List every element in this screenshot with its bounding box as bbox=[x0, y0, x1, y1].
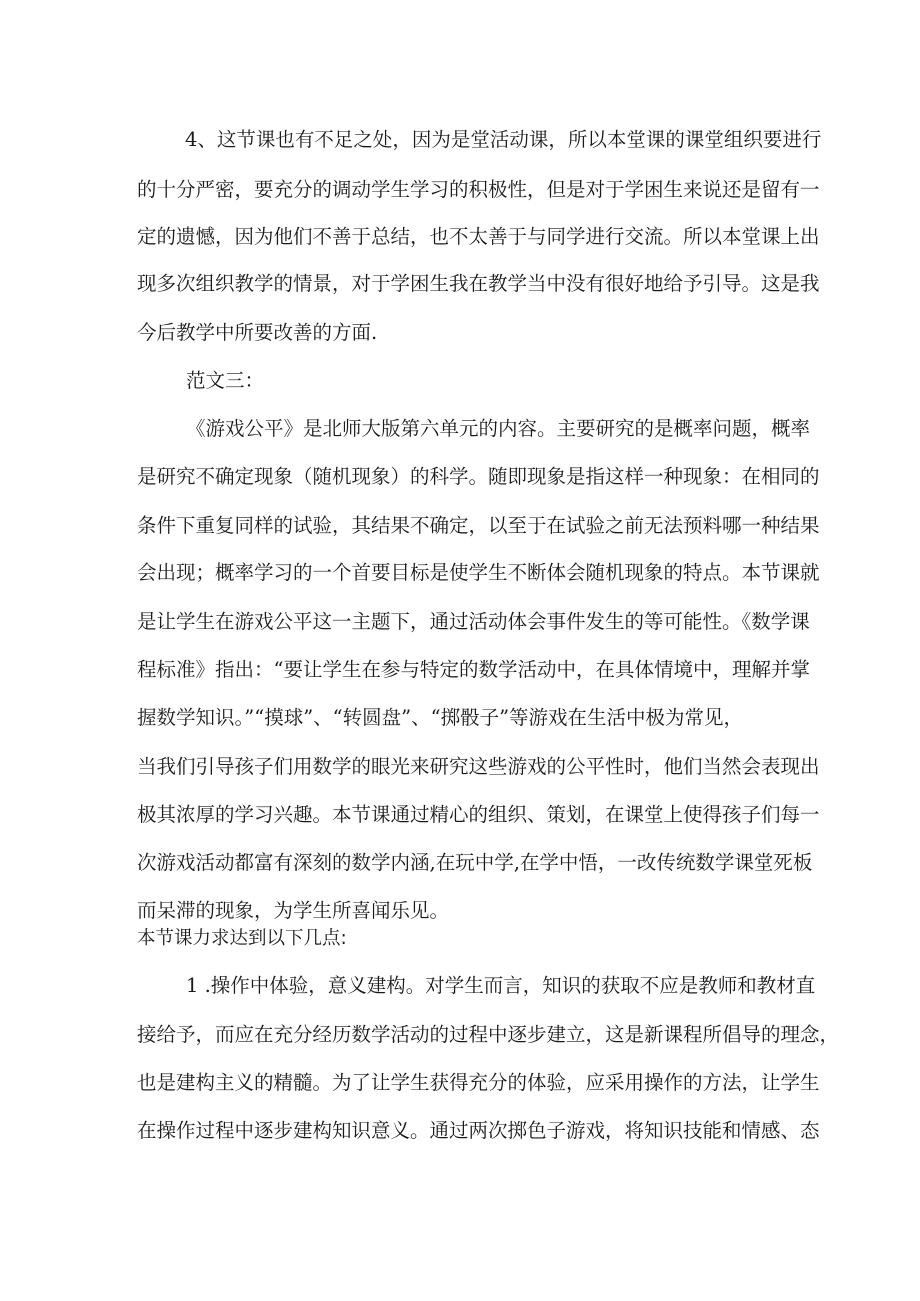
goals-intro: 本节课力求达到以下几点: bbox=[137, 928, 347, 949]
point-1-line-2: 接给予，而应在充分经历数学活动的过程中逐步建立，这是新课程所倡导的理念， bbox=[137, 1023, 840, 1046]
intro-line-4: 会出现；概率学习的一个首要目标是使学生不断体会随机现象的特点。本节课就 bbox=[137, 561, 820, 584]
intro-line-6: 程标准》指出：“要让学生在参与特定的数学活动中，在具体情境中，理解并掌 bbox=[137, 658, 810, 681]
intro-line-3: 条件下重复同样的试验，其结果不确定，以至于在试验之前无法预料哪一种结果 bbox=[137, 514, 820, 537]
intro-line-5: 是让学生在游戏公平这一主题下，通过活动体会事件发生的等可能性。《数学课 bbox=[137, 610, 810, 633]
paragraph-4-line-3: 定的遗憾，因为他们不善于总结，也不太善于与同学进行交流。所以本堂课上出 bbox=[137, 225, 820, 248]
paragraph-4-line-5: 今后教学中所要改善的方面. bbox=[137, 321, 378, 344]
point-1-line-4: 在操作过程中逐步建构知识意义。通过两次掷色子游戏，将知识技能和情感、态 bbox=[137, 1119, 820, 1142]
section-heading: 范文三： bbox=[186, 369, 265, 392]
intro-line-8: 当我们引导孩子们用数学的眼光来研究这些游戏的公平性时，他们当然会表现出 bbox=[137, 755, 820, 778]
intro-line-1: 《游戏公平》是北师大版第六单元的内容。主要研究的是概率问题，概率 bbox=[186, 417, 811, 440]
intro-line-9: 极其浓厚的学习兴趣。本节课通过精心的组织、策划，在课堂上使得孩子们每一 bbox=[137, 803, 820, 826]
point-1-line-1: 1 .操作中体验，意义建构。对学生而言，知识的获取不应是教师和教材直 bbox=[186, 974, 816, 997]
intro-line-7: 握数学知识。”“摸球”、“转圆盘”、“掷骰子”等游戏在生活中极为常见， bbox=[137, 706, 744, 729]
paragraph-4-line-2: 的十分严密，要充分的调动学生学习的积极性，但是对于学困生来说还是留有一 bbox=[137, 178, 820, 201]
intro-line-11: 而呆滞的现象，为学生所喜闻乐见。 bbox=[137, 899, 450, 922]
paragraph-4-line-1: 4、这节课也有不足之处，因为是堂活动课，所以本堂课的课堂组织要进行 bbox=[185, 128, 822, 151]
intro-line-10: 次游戏活动都富有深刻的数学内涵,在玩中学,在学中悟，一改传统数学课堂死板 bbox=[137, 851, 813, 874]
point-1-line-3: 也是建构主义的精髓。为了让学生获得充分的体验，应采用操作的方法，让学生 bbox=[137, 1071, 820, 1094]
intro-line-2: 是研究不确定现象（随机现象）的科学。随即现象是指这样一种现象：在相同的 bbox=[137, 465, 820, 488]
paragraph-4-line-4: 现多次组织教学的情景，对于学困生我在教学当中没有很好地给予引导。这是我 bbox=[137, 272, 820, 295]
